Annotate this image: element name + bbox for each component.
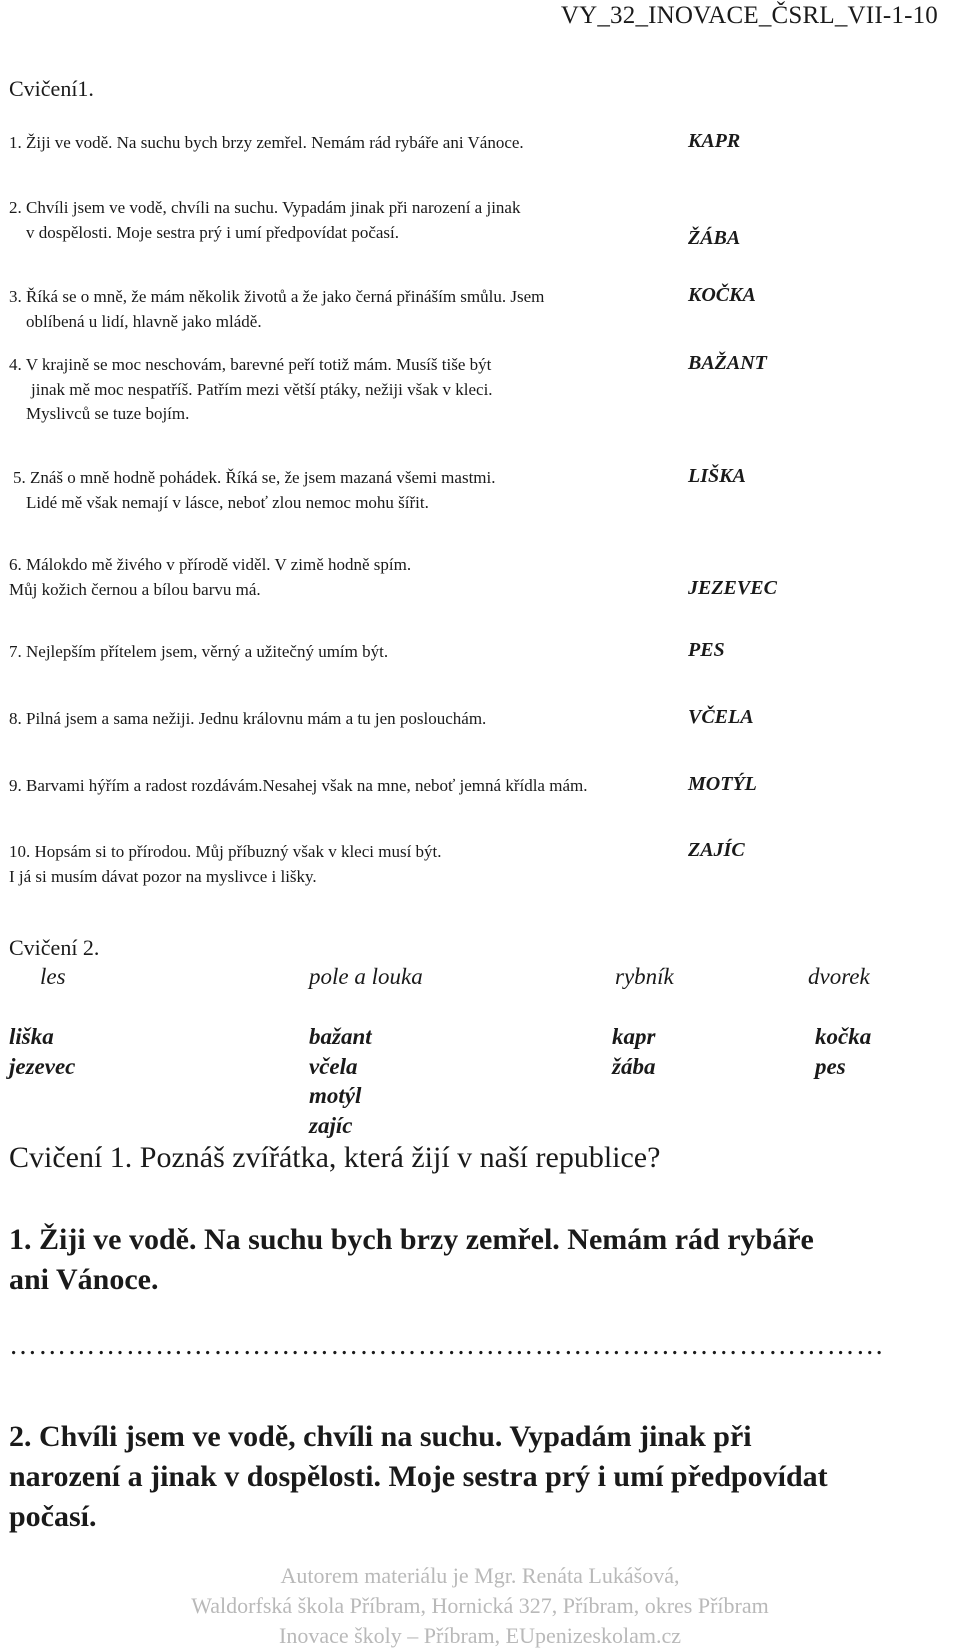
exercise1-title: Cvičení1. <box>9 76 94 101</box>
question-8: 8. Pilná jsem a sama nežiji. Jednu královnu mám a tu jen poslouchám. <box>9 709 487 728</box>
answer-4: BAŽANT <box>688 352 767 374</box>
animal-zaba: žába <box>612 1054 656 1079</box>
animal-motyl: motýl <box>309 1083 362 1108</box>
question-3: 3. Říká se o mně, že mám několik životů a že jako černá přináším smůlu. Jsem oblíbená u lidí, hlavně jako mládě. <box>9 287 545 331</box>
category-rybnik: rybník <box>615 964 674 989</box>
question-4: 4. V krajině se moc neschovám, barevné peří totiž mám. Musíš tiše být jinak mě moc nespatříš. Patřím mezi větší ptáky, nežiji však v kleci. Myslivců se tuze bojím. <box>9 355 493 423</box>
category-pole-a-louka: pole a louka <box>309 964 423 989</box>
category-dvorek: dvorek <box>808 964 870 989</box>
question-7: 7. Nejlepším přítelem jsem, věrný a užitečný umím být. <box>9 642 389 661</box>
slide-title: Cvičení 1. Poznáš zvířátka, která žijí v naší republice? <box>9 1141 661 1174</box>
animal-kapr: kapr <box>612 1024 656 1049</box>
question-5: 5. Znáš o mně hodně pohádek. Říká se, že jsem mazaná všemi mastmi. Lidé mě však nemají v lásce, neboť zlou nemoc mohu šířit. <box>13 468 496 512</box>
slide-question-2: 2. Chvíli jsem ve vodě, chvíli na suchu. Vypadám jinak při narození a jinak v dospělosti. Moje sestra prý i umí předpovídat počasí. <box>9 1420 828 1533</box>
answer-5: LIŠKA <box>688 465 746 487</box>
answer-8: VČELA <box>688 706 754 728</box>
question-6: 6. Málokdo mě živého v přírodě viděl. V zimě hodně spím. Můj kožich černou a bílou barvu má. <box>9 555 412 599</box>
slide-question-1: 1. Žiji ve vodě. Na suchu bych brzy zemřel. Nemám rád rybáře ani Vánoce. <box>9 1223 814 1296</box>
answer-10: ZAJÍC <box>688 839 745 861</box>
animal-zajic: zajíc <box>309 1113 353 1138</box>
footer-credits: Autorem materiálu je Mgr. Renáta Lukášová, Waldorfská škola Příbram, Hornická 327, Příbram, okres Příbram Inovace školy – Příbram, EUpenizeskolam.cz <box>191 1563 769 1648</box>
question-9: 9. Barvami hýřím a radost rozdávám.Nesahej však na mne, neboť jemná křídla mám. <box>9 776 588 795</box>
animal-pes: pes <box>815 1054 846 1079</box>
animal-liska: liška <box>9 1024 54 1049</box>
question-10: 10. Hopsám si to přírodou. Můj příbuzný však v kleci musí být. I já si musím dávat pozor na myslivce i lišky. <box>9 842 442 886</box>
answer-2: ŽÁBA <box>688 227 741 249</box>
question-1: 1. Žiji ve vodě. Na suchu bych brzy zemřel. Nemám rád rybáře ani Vánoce. <box>9 133 524 152</box>
animal-bazant: bažant <box>309 1024 372 1049</box>
document-code: VY_32_INOVACE_ČSRL_VII-1-10 <box>560 2 938 29</box>
exercise2-title: Cvičení 2. <box>9 935 100 960</box>
animal-vcela: včela <box>309 1054 358 1079</box>
answer-9: MOTÝL <box>688 773 757 795</box>
answer-6: JEZEVEC <box>688 577 777 599</box>
answer-3: KOČKA <box>688 284 756 306</box>
animal-kocka: kočka <box>815 1024 872 1049</box>
question-2: 2. Chvíli jsem ve vodě, chvíli na suchu. Vypadám jinak při narození a jinak v dospělosti. Moje sestra prý i umí předpovídat počasí. <box>9 198 521 242</box>
category-les: les <box>40 964 66 989</box>
answer-dotted-line: ……………………………………………………………………………… <box>9 1330 885 1361</box>
answer-7: PES <box>688 639 725 661</box>
answer-1: KAPR <box>688 130 741 152</box>
animal-jezevec: jezevec <box>9 1054 76 1079</box>
